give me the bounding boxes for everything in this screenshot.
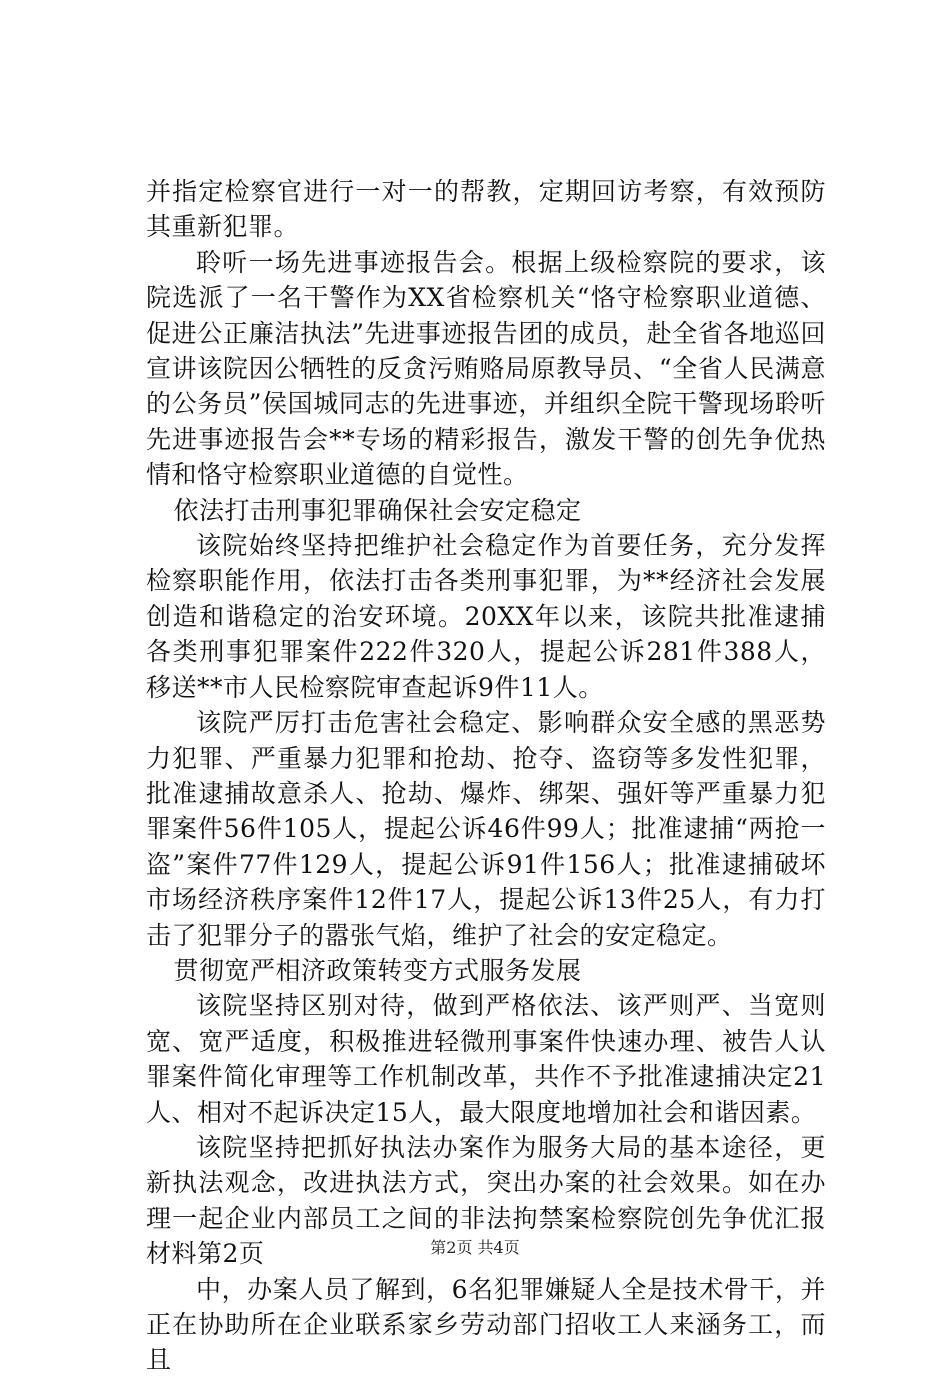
- paragraph-3: 该院始终坚持把维护社会稳定作为首要任务，充分发挥检察职能作用，依法打击各类刑事犯罪，为**经济社会发展创造和谐稳定的治安环境。20XX年以来，该院共批准逮捕各类刑事犯罪案件222件320人，提起公诉281件388人，移送**市人民检察院审查起诉9件11人。: [146, 531, 826, 702]
- section-heading-1: 依法打击刑事犯罪确保社会安定稳定: [173, 495, 582, 525]
- page-footer: [0, 1238, 950, 1258]
- document-body: [146, 174, 826, 1378]
- paragraph-1: 并指定检察官进行一对一的帮教，定期回访考察，有效预防其重新犯罪。: [146, 177, 826, 242]
- paragraph-6: 该院坚持把抓好执法办案作为服务大局的基本途径，更新执法观念，改进执法方式，突出办案的社会效果。如在办理一起企业内部员工之间的非法拘禁案检察院创先争优汇报材料第2页: [146, 1132, 826, 1269]
- page-number-indicator: 第2页 共4页: [430, 1238, 520, 1257]
- paragraph-7: 中，办案人员了解到，6名犯罪嫌疑人全是技术骨干，并正在协助所在企业联系家乡劳动部门招收工人来涵务工，而且: [146, 1274, 826, 1375]
- section-heading-2: 贯彻宽严相济政策转变方式服务发展: [173, 955, 582, 985]
- paragraph-2: 聆听一场先进事迹报告会。根据上级检察院的要求，该院选派了一名干警作为XX省检察机关“恪守检察职业道德、促进公正廉洁执法”先进事迹报告团的成员，赴全省各地巡回宣讲该院因公牺牲的反贪污贿赂局原教导员、“全省人民满意的公务员”侯国城同志的先进事迹，并组织全院干警现场聆听先进事迹报告会**专场的精彩报告，激发干警的创先争优热情和恪守检察职业道德的自觉性。: [146, 247, 826, 490]
- paragraph-5: 该院坚持区别对待，做到严格依法、该严则严、当宽则宽、宽严适度，积极推进轻微刑事案件快速办理、被告人认罪案件简化审理等工作机制改革，共作不予批准逮捕决定21人、相对不起诉决定15人，最大限度地增加社会和谐因素。: [146, 991, 826, 1127]
- paragraph-4: 该院严厉打击危害社会稳定、影响群众安全感的黑恶势力犯罪、严重暴力犯罪和抢劫、抢夺、盗窃等多发性犯罪，批准逮捕故意杀人、抢劫、爆炸、绑架、强奸等严重暴力犯罪案件56件105人，提起公诉46件99人；批准逮捕“两抢一盗”案件77件129人，提起公诉91件156人；批准逮捕破坏市场经济秩序案件12件17人，提起公诉13件25人，有力打击了犯罪分子的嚣张气焰，维护了社会的安定稳定。: [146, 708, 826, 950]
